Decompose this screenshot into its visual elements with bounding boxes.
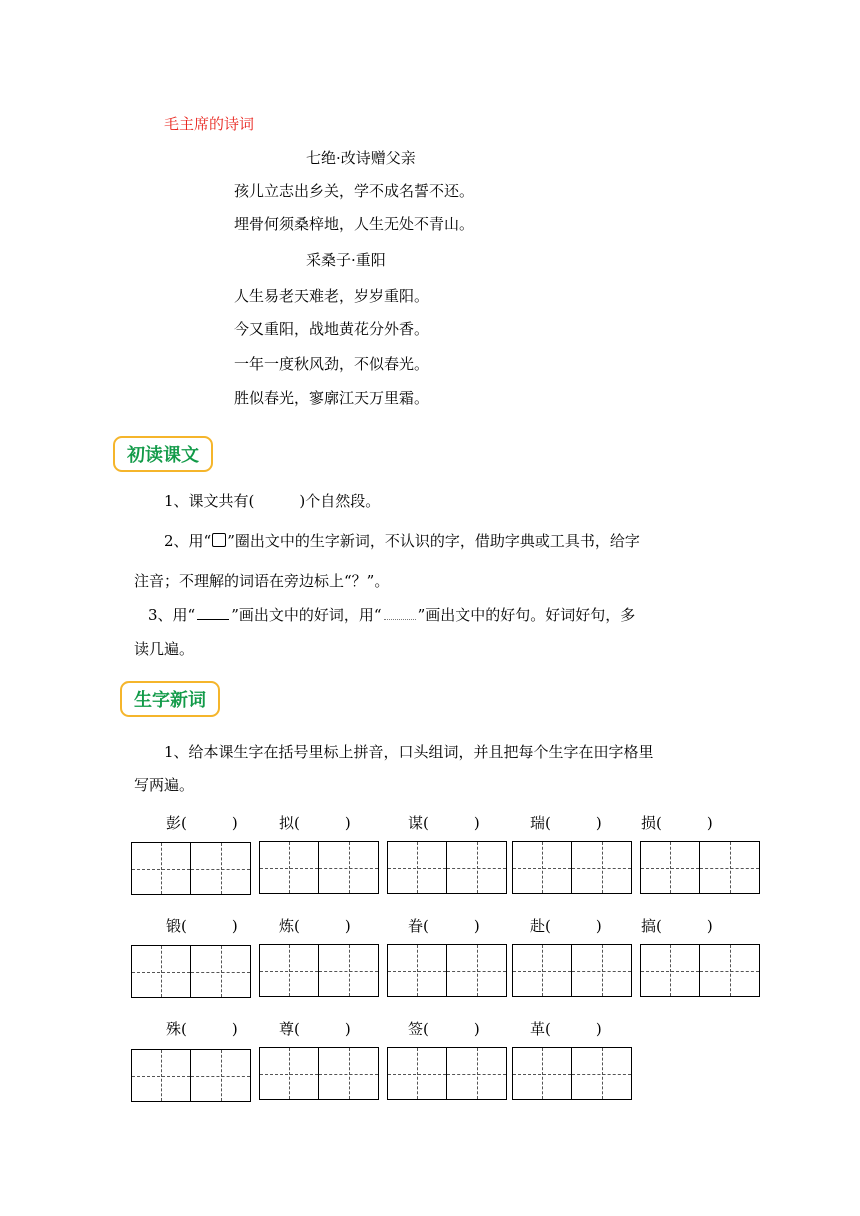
read-item-3-cont: 读几遍。 [134,640,195,658]
poem1-line: 埋骨何须桑梓地，人生无处不青山。 [234,215,475,233]
tianzi-grid[interactable] [512,1047,632,1100]
tianzi-grid[interactable] [259,1047,379,1100]
tianzi-grid[interactable] [512,944,632,997]
tianzi-grid[interactable] [387,944,507,997]
read-item-3 [148,600,635,630]
char-label: 殊( ) [166,1020,238,1038]
read-item-2-cont: 注音；不理解的词语在旁边标上“？”。 [134,572,390,590]
tianzi-grid[interactable] [259,944,379,997]
header-note: 毛主席的诗词 [164,115,255,133]
tianzi-grid[interactable] [387,1047,507,1100]
char-label: 赴( ) [530,917,602,935]
char-label: 签( ) [408,1020,480,1038]
char-label: 彭( ) [166,814,238,832]
words-instruction-cont: 写两遍。 [134,776,195,794]
poem2-line: 胜似春光，寥廓江天万里霜。 [234,389,430,407]
char-label: 锻( ) [166,917,238,935]
tianzi-grid[interactable] [259,841,379,894]
poem2-line: 一年一度秋风劲，不似春光。 [234,355,430,373]
poem2-line: 人生易老天难老，岁岁重阳。 [234,287,430,305]
tianzi-grid[interactable] [131,842,251,895]
poem2-title: 采桑子·重阳 [306,251,386,269]
tianzi-grid[interactable] [387,841,507,894]
poem2-line: 今又重阳，战地黄花分外香。 [234,320,430,338]
words-instruction: 1、给本课生字在括号里标上拼音，口头组词，并且把每个生字在田字格里 [164,743,654,761]
tianzi-grid[interactable] [640,944,760,997]
read-item-2-text-a: 2、用“ [164,532,212,550]
char-label: 革( ) [530,1020,602,1038]
char-label: 拟( ) [279,814,351,832]
poem1-line: 孩儿立志出乡关，学不成名誓不还。 [234,182,475,200]
underline-icon [197,605,229,620]
read-item-3-text-a: 3、用“ [148,606,196,624]
read-item-3-text-b: ”画出文中的好词，用“ [231,606,382,624]
tianzi-grid[interactable] [512,841,632,894]
char-label: 搞( ) [641,917,713,935]
read-item-1: 1、课文共有( )个自然段。 [164,492,381,510]
char-label: 谋( ) [408,814,480,832]
section-badge-words: 生字新词 [120,681,220,717]
wavy-line-icon [384,605,416,620]
char-label: 眷( ) [408,917,480,935]
section-badge-read: 初读课文 [113,436,213,472]
char-label: 损( ) [641,814,713,832]
char-label: 炼( ) [279,917,351,935]
read-item-2 [164,526,640,556]
tianzi-grid[interactable] [131,945,251,998]
char-label: 尊( ) [279,1020,351,1038]
char-label: 瑞( ) [530,814,602,832]
read-item-3-text-c: ”画出文中的好句。好词好句，多 [417,606,636,624]
tianzi-grid[interactable] [131,1049,251,1102]
read-item-2-text-b: ”圈出文中的生字新词，不认识的字，借助字典或工具书，给字 [227,532,640,550]
tianzi-grid[interactable] [640,841,760,894]
square-icon [212,533,226,547]
poem1-title: 七绝·改诗赠父亲 [306,149,416,167]
